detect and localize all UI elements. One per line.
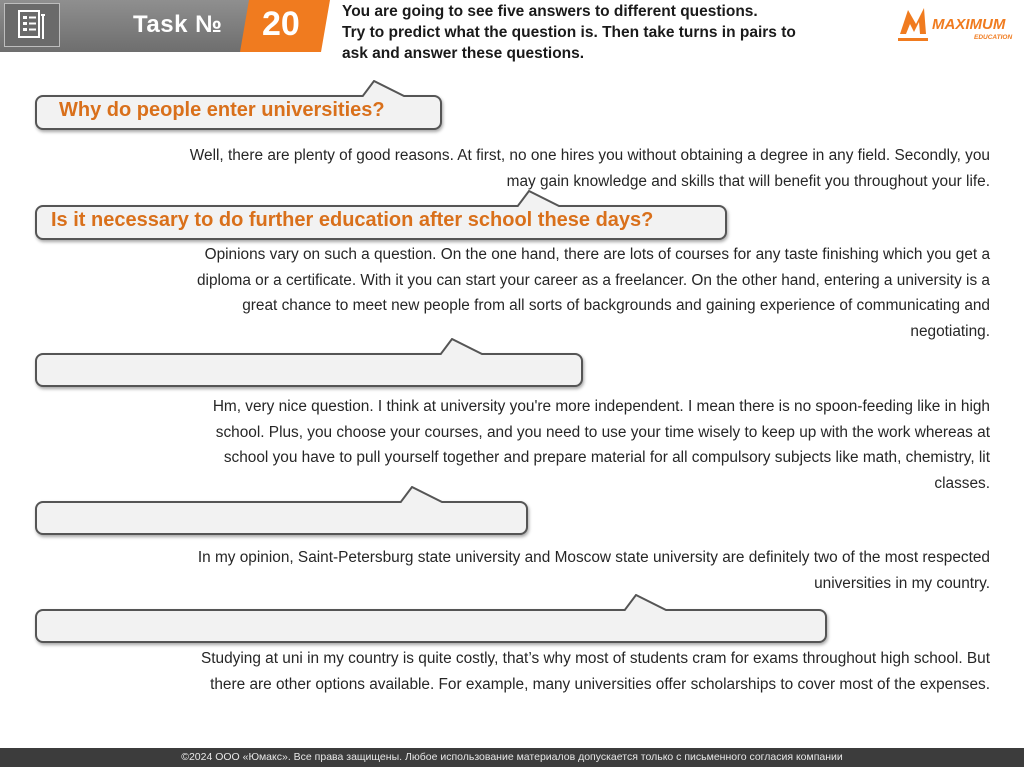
logo-sub: EDUCATION — [974, 34, 1013, 41]
bubble-tail — [400, 486, 448, 503]
answer-line: negotiating. — [910, 322, 990, 340]
answer-line: school you have to pull yourself together and prepare material for all compulsory subjects like math, chemistry, lit — [223, 449, 990, 466]
bubble-tail — [440, 338, 488, 355]
answer-line: great chance to meet new people from all sorts of backgrounds and gaining experience of communicating and — [242, 297, 990, 314]
answer-line: classes. — [934, 474, 990, 492]
task-number: 20 — [262, 5, 300, 43]
bubble-tail — [517, 190, 565, 207]
answer-block-1 — [190, 143, 990, 194]
answer-block-4 — [198, 545, 990, 596]
document-icon — [4, 3, 60, 47]
question-bubble-2 — [35, 205, 727, 240]
answer-line: Opinions vary on such a question. On the one hand, there are lots of courses for any taste finishing which you get a — [204, 246, 990, 263]
answer-line: school. Plus, you choose your courses, and you need to use your time wisely to keep up with the work whereas at — [215, 423, 990, 441]
question-bubble-5[interactable] — [35, 609, 827, 643]
question-text: Is it necessary to do further education after school these days? — [51, 209, 654, 231]
question-bubble-4[interactable] — [35, 501, 528, 535]
answer-line: In my opinion, Saint-Petersburg state university and Moscow state university are definitely two of the most respected — [197, 549, 990, 566]
answer-block-3 — [213, 394, 990, 496]
answer-line: universities in my country. — [814, 574, 990, 592]
question-text: Why do people enter universities? — [59, 99, 385, 121]
question-bubble-1 — [35, 95, 442, 130]
logo-brand: MAXIMUM — [932, 16, 1006, 33]
answer-block-5 — [201, 646, 990, 697]
question-bubble-3[interactable] — [35, 353, 583, 387]
instruction-line: Try to predict what the question is. Then take turns in pairs to — [342, 24, 796, 41]
answer-line: diploma or a certificate. With it you can start your career as a freelancer. On the other hand, entering a university is a — [196, 271, 990, 289]
bubble-tail — [362, 80, 410, 97]
answer-line: Hm, very nice question. I think at university you're more independent. I mean there is no spoon-feeding like in high — [212, 398, 990, 415]
instruction-line: ask and answer these questions. — [342, 45, 585, 62]
bubble-tail — [624, 594, 672, 611]
answer-line: may gain knowledge and skills that will benefit you throughout your life. — [506, 172, 990, 190]
copyright-footer: ©2024 ООО «Юмакс». Все права защищены. Любое использование материалов допускается только с письменного согласия компании — [0, 748, 1024, 767]
answer-line: there are other options available. For example, many universities offer scholarships to cover most of the expenses. — [210, 675, 990, 693]
task-label: Task № — [133, 11, 223, 38]
instruction-line: You are going to see five answers to different questions. — [342, 3, 758, 20]
answer-line: Studying at uni in my country is quite costly, that’s why most of students cram for exams throughout high school. But — [200, 650, 990, 667]
instructions — [342, 1, 862, 64]
maximum-logo — [898, 4, 1020, 51]
answer-line: Well, there are plenty of good reasons. At first, no one hires you without obtaining a degree in any field. Secondly, you — [189, 147, 990, 164]
answer-block-2 — [197, 242, 990, 344]
logo-mark-icon — [898, 8, 928, 41]
